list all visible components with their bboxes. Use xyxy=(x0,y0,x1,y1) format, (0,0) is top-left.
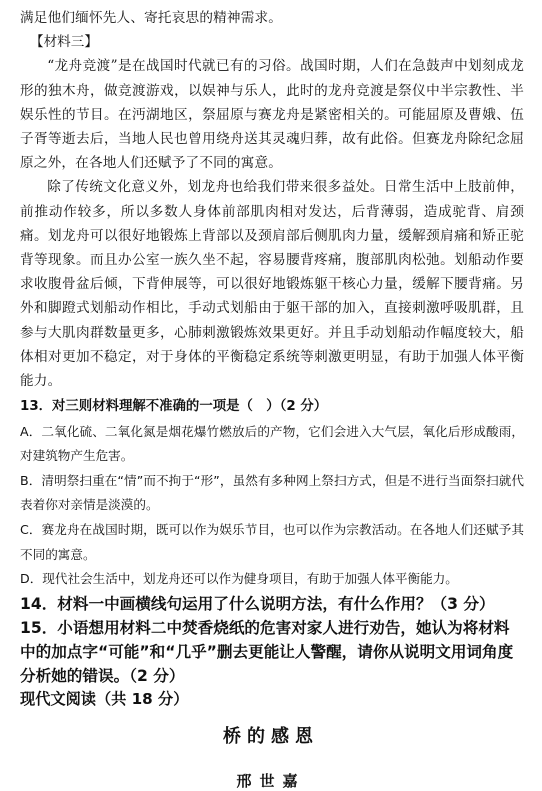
article-author: 邢世嘉 xyxy=(236,771,306,790)
question-13-stem: 13．对三则材料理解不准确的一项是（ ）（2 分） xyxy=(20,399,328,415)
material2-tail: 满足他们缅怀先人、寄托哀思的精神需求。 xyxy=(20,10,283,26)
material3-label: 【材料三】 xyxy=(30,34,98,51)
section-heading: 现代文阅读（共 18 分） xyxy=(20,689,189,708)
question-13-option-b: B．清明祭扫重在“情”而不拘于“形”，虽然有多种网上祭扫方式，但是不进行当面祭扫就代表着你对亲情是淡漠的。 xyxy=(20,472,524,513)
question-14: 14．材料一中画横线句运用了什么说明方法，有什么作用？（3 分） xyxy=(20,594,495,613)
question-13-option-d: D．现代社会生活中，划龙舟还可以作为健身项目，有助于加强人体平衡能力。 xyxy=(20,571,458,587)
questions-14-15 xyxy=(0,592,542,710)
article-title: 桥的感恩 xyxy=(223,725,319,747)
question-13-option-c: C．赛龙舟在战国时期，既可以作为娱乐节目，也可以作为宗教活动。在各地人们还赋予其不同的寓意。 xyxy=(20,522,524,562)
material-section xyxy=(0,6,542,393)
question-15: 15．小语想用材料二中焚香烧纸的危害对家人进行劝告，她认为将材料中的加点字“可能”和“几乎”删去更能让人警醒，请你从说明文用词角度分析她的错误。（2 分） xyxy=(20,618,514,685)
article-header xyxy=(0,722,542,791)
material3-paragraph-2: 除了传统文化意义外，划龙舟也给我们带来很多益处。日常生活中上肢前伸，前推动作较多，所以多数人身体前部肌肉相对发达，后背薄弱，造成驼背、肩颈痛。划龙舟可以很好地锻炼上背部以及颈肩部后侧肌肉力量，缓解颈肩痛和矫正驼背等现象。而且办公室一族久坐不起，容易腰背疼痛，腹部肌肉松弛。划船动作要求收腹骨盆后倾，下背伸展等，可以很好地锻炼躯干核心力量，缓解下腰背痛。另外和脚蹬式划船动作相比，手动式划船由于躯干部的加入，直接刺激呼吸肌群，且参与大肌肉群数量更多，心肺刺激锻炼效果更好。并且手动划船动作幅度较大，船体相对更加不稳定，对于身体的平衡稳定系统等刺激更明显，有助于加强人体平衡能力。 xyxy=(20,179,524,390)
question-13-option-a: A．二氧化硫、二氧化氮是烟花爆竹燃放后的产物，它们会进入大气层，氧化后形成酸雨，对建筑物产生危害。 xyxy=(20,423,524,464)
question-13 xyxy=(0,395,542,592)
material3-paragraph-1: “龙舟竞渡”是在战国时代就已有的习俗。战国时期，人们在急鼓声中划刻成龙形的独木舟，做竞渡游戏，以娱神与乐人，此时的龙舟竞渡是祭仪中半宗教性、半娱乐性的节目。在沔湖地区，祭屈原与赛龙舟是紧密相关的。可能屈原及曹娥、伍子胥等逝去后，当地人民也曾用绕舟送其灵魂归葬，故有此俗。但赛龙舟除纪念屈原之外，在各地人们还赋予了不同的寓意。 xyxy=(20,58,524,172)
